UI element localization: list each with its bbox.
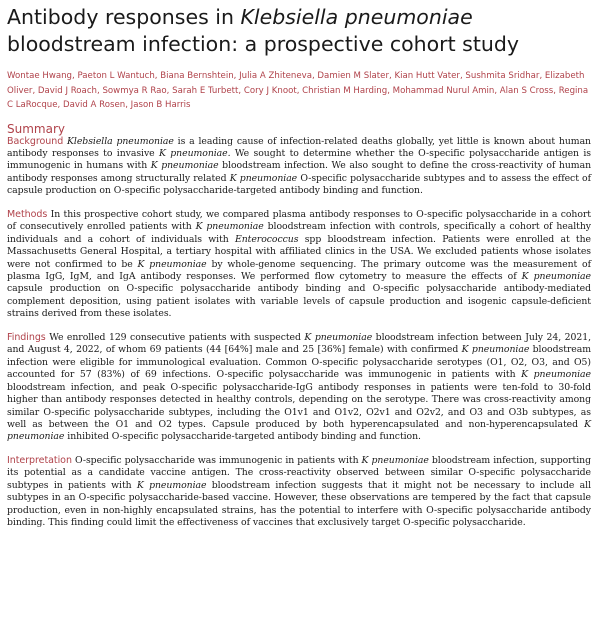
italic-term: K pneumoniae: [7, 419, 591, 443]
text-run: is a leading cause of infection-related deaths globally, yet little is known about human antibody responses to invasive: [7, 135, 591, 159]
italic-term: K pneumoniae: [521, 271, 591, 283]
text-run: spp bloodstream infection. Patients were enrolled at the Massachusetts General Hospital, a tertiary hospital with affiliated clinics in the USA. We excluded patients whose isolates were not confirmed to be: [7, 233, 591, 270]
background-label: Background: [7, 135, 64, 147]
italic-term: K pneumoniae: [521, 369, 591, 381]
methods-paragraph: [7, 209, 591, 321]
author-list: Wontae Hwang, Paeton L Wantuch, Biana Bernshtein, Julia A Zhiteneva, Damien M Slater, Kian Hutt Vater, Sushmita Sridhar, Elizabeth Oliver, David J Roach, Sowmya R Rao, Sarah E Turbett, Cory J Knoot, Christian M Harding, Mohammad Nurul Amin, Alan S Cross, Regina C LaRocque, David A Rosen, Jason B Harris: [7, 71, 589, 110]
article-title: [7, 4, 591, 58]
text-run: bloodstream infection were eligible for immunological evaluation. Common O-specific polysaccharide serotypes (O1, O2, O3, and O5) accounted for 57 (83%) of 69 infections. O-specific polysaccharide was immunogenic in patients with: [7, 344, 591, 381]
text-run: We enrolled 129 consecutive patients with suspected: [45, 331, 305, 343]
italic-term: K pneumoniae: [159, 147, 228, 159]
methods-label: Methods: [7, 208, 48, 220]
text-run: In this prospective cohort study, we compared plasma antibody responses to O-specific polysaccharide in a cohort of consecutively enrolled patients with: [7, 208, 591, 233]
title-part-2: bloodstream infection: a prospective cohort study: [7, 32, 520, 56]
text-run: O-specific polysaccharide subtypes and to assess the effect of capsule production on O-specific polysaccharide-targeted antibody binding and function.: [7, 172, 591, 197]
text-run: bloodstream infection between July 24, 2021, and August 4, 2022, of whom 69 patients (44 [64%] male and 25 [36%] female) with confirmed: [7, 331, 591, 356]
text-run: bloodstream infection suggests that it might not be necessary to include all subtypes in an O-specific polysaccharide-based vaccine. However, these observations are tempered by the fact that capsule production, even in non-highly encapsulated strains, has the potential to interfere with O-specific polysaccharide antibody binding. This finding could limit the effectiveness of vaccines that exclusively target O-specific polysaccharide.: [7, 479, 591, 529]
text-run: . We sought to determine whether the O-specific polysaccharide antigen is immunogenic in humans with: [7, 147, 592, 172]
italic-term: K pneumoniae: [229, 172, 298, 184]
interpretation-label: Interpretation: [7, 454, 72, 466]
background-text: [7, 136, 591, 197]
italic-term: K pneumoniae: [136, 479, 207, 491]
title-organism: Klebsiella pneumoniae: [240, 5, 473, 29]
findings-text: [7, 332, 591, 443]
summary-heading: Summary: [7, 121, 65, 136]
text-run: inhibited O-specific polysaccharide-targeted antibody binding and function.: [64, 431, 421, 443]
italic-term: K pneumoniae: [137, 258, 207, 270]
italic-term: K pneumoniae: [361, 454, 429, 466]
methods-text: [7, 209, 591, 320]
text-run: by whole-genome sequencing. The primary outcome was the measurement of plasma IgG, IgM, and IgA antibody responses. We performed flow cytometry to measure the effects of: [7, 258, 591, 283]
background-paragraph: [7, 136, 591, 198]
italic-term: K pneumoniae: [150, 160, 219, 172]
text-run: capsule production on O-specific polysaccharide antibody binding and O-specific polysaccharide antibody-mediated complement deposition, using patient isolates with variable levels of capsule production and isogenic capsule-deficient strains derived from these isolates.: [7, 283, 591, 320]
text-run: bloodstream infection. We also sought to define the cross-reactivity of human antibody responses among structurally related: [7, 160, 592, 184]
findings-paragraph: [7, 332, 591, 444]
text-run: bloodstream infection with controls, specifically a cohort of healthy individuals and a cohort of individuals with: [7, 221, 591, 245]
italic-term: Enterococcus: [234, 233, 299, 245]
italic-term: Klebsiella pneumoniae: [67, 135, 174, 147]
italic-term: K pneumoniae: [304, 331, 373, 343]
interpretation-paragraph: [7, 455, 591, 530]
title-part-1: Antibody responses in: [7, 5, 241, 29]
italic-term: K pneumoniae: [195, 221, 264, 233]
text-run: bloodstream infection, supporting its potential as a candidate vaccine antigen. The cross-reactivity observed between similar O-specific polysaccharide subtypes in patients with: [7, 454, 591, 491]
text-run: O-specific polysaccharide was immunogenic in patients with: [71, 454, 362, 466]
text-run: bloodstream infection, and peak O-specific polysaccharide-IgG antibody responses in patients were ten-fold to 30-fold higher than antibody responses detected in healthy controls, depending on the serotype. There was cross-reactivity among similar O-specific polysaccharide subtypes, including the O1v1 and O1v2, O2v1 and O2v2, and O3 and O3b subtypes, as well as between the O1 and O2 types. Capsule produced by both hyperencapsulated and non-hyperencapsulated: [7, 381, 591, 431]
interpretation-text: [7, 455, 591, 528]
italic-term: K pneumoniae: [461, 344, 530, 356]
findings-label: Findings: [7, 331, 46, 343]
